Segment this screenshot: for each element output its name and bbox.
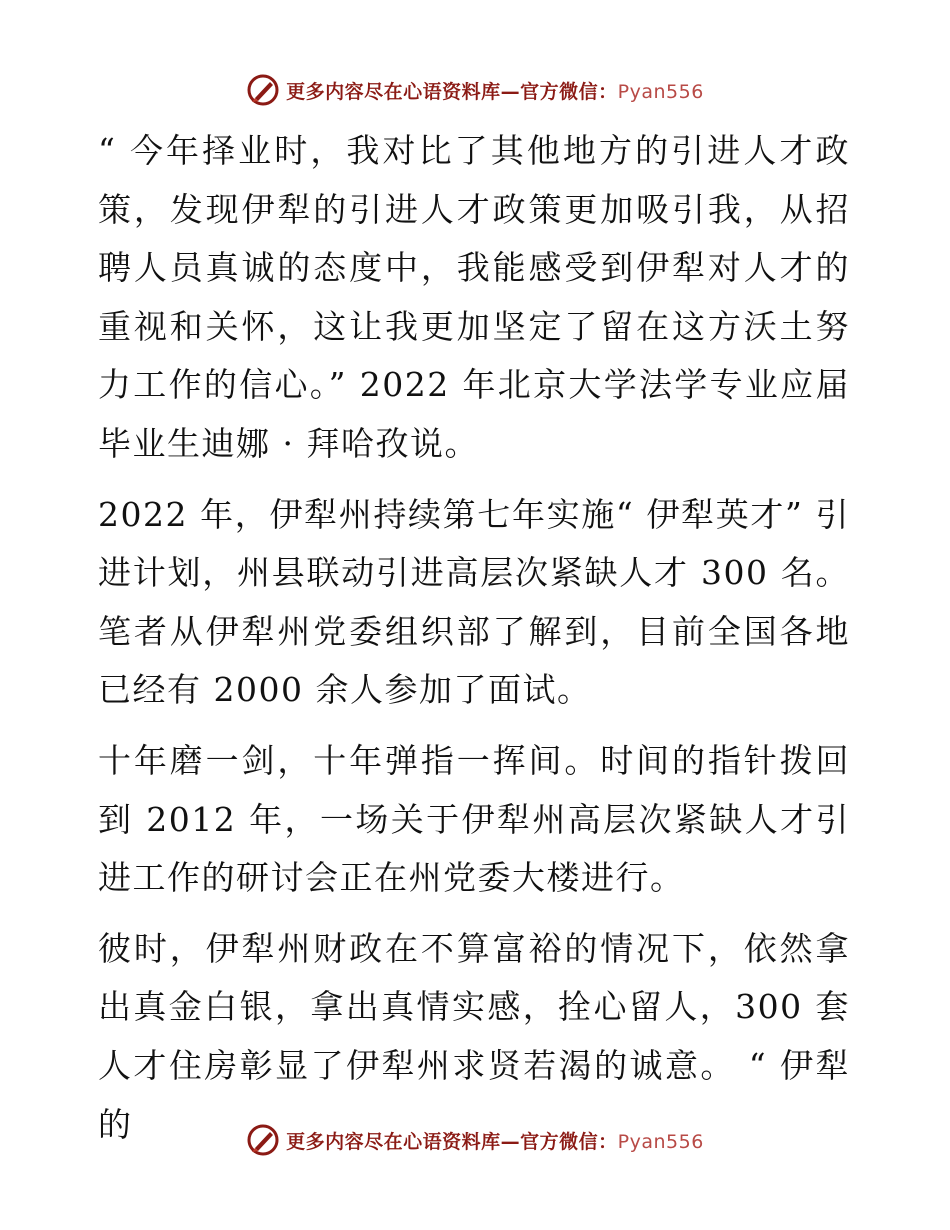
banner-text: 更多内容尽在心语资料库—官方微信：Pyan556: [286, 80, 704, 103]
paragraph: 十年磨一剑，十年弹指一挥间。时间的指针拨回到 2012 年，一场关于伊犁州高层次紧缺人才引进工作的研讨会正在州党委大楼进行。: [98, 740, 850, 898]
wechat-id: Pyan556: [617, 1130, 704, 1153]
pen-seal-icon: [246, 73, 280, 107]
article-body: [98, 122, 850, 1166]
paragraph: 彼时，伊犁州财政在不算富裕的情况下，依然拿出真金白银，拿出真情实感，拴心留人，300 套人才住房彰显了伊犁州求贤若渴的诚意。 “ 伊犁的: [98, 928, 850, 1144]
header-banner: [0, 70, 950, 110]
wechat-id: Pyan556: [617, 80, 704, 103]
banner-text: 更多内容尽在心语资料库—官方微信：Pyan556: [286, 1130, 704, 1153]
paragraph: 2022 年，伊犁州持续第七年实施“ 伊犁英才” 引进计划，州县联动引进高层次紧缺人才 300 名。笔者从伊犁州党委组织部了解到，目前全国各地已经有 2000 余人参加了面试。: [98, 494, 850, 710]
pen-seal-icon: [246, 1123, 280, 1157]
footer-banner: [0, 1120, 950, 1160]
paragraph: “ 今年择业时，我对比了其他地方的引进人才政策，发现伊犁的引进人才政策更加吸引我，从招聘人员真诚的态度中，我能感受到伊犁对人才的重视和关怀，这让我更加坚定了留在这方沃土努力工作的信心。” 2022 年北京大学法学专业应届毕业生迪娜 · 拜哈孜说。: [98, 131, 850, 463]
